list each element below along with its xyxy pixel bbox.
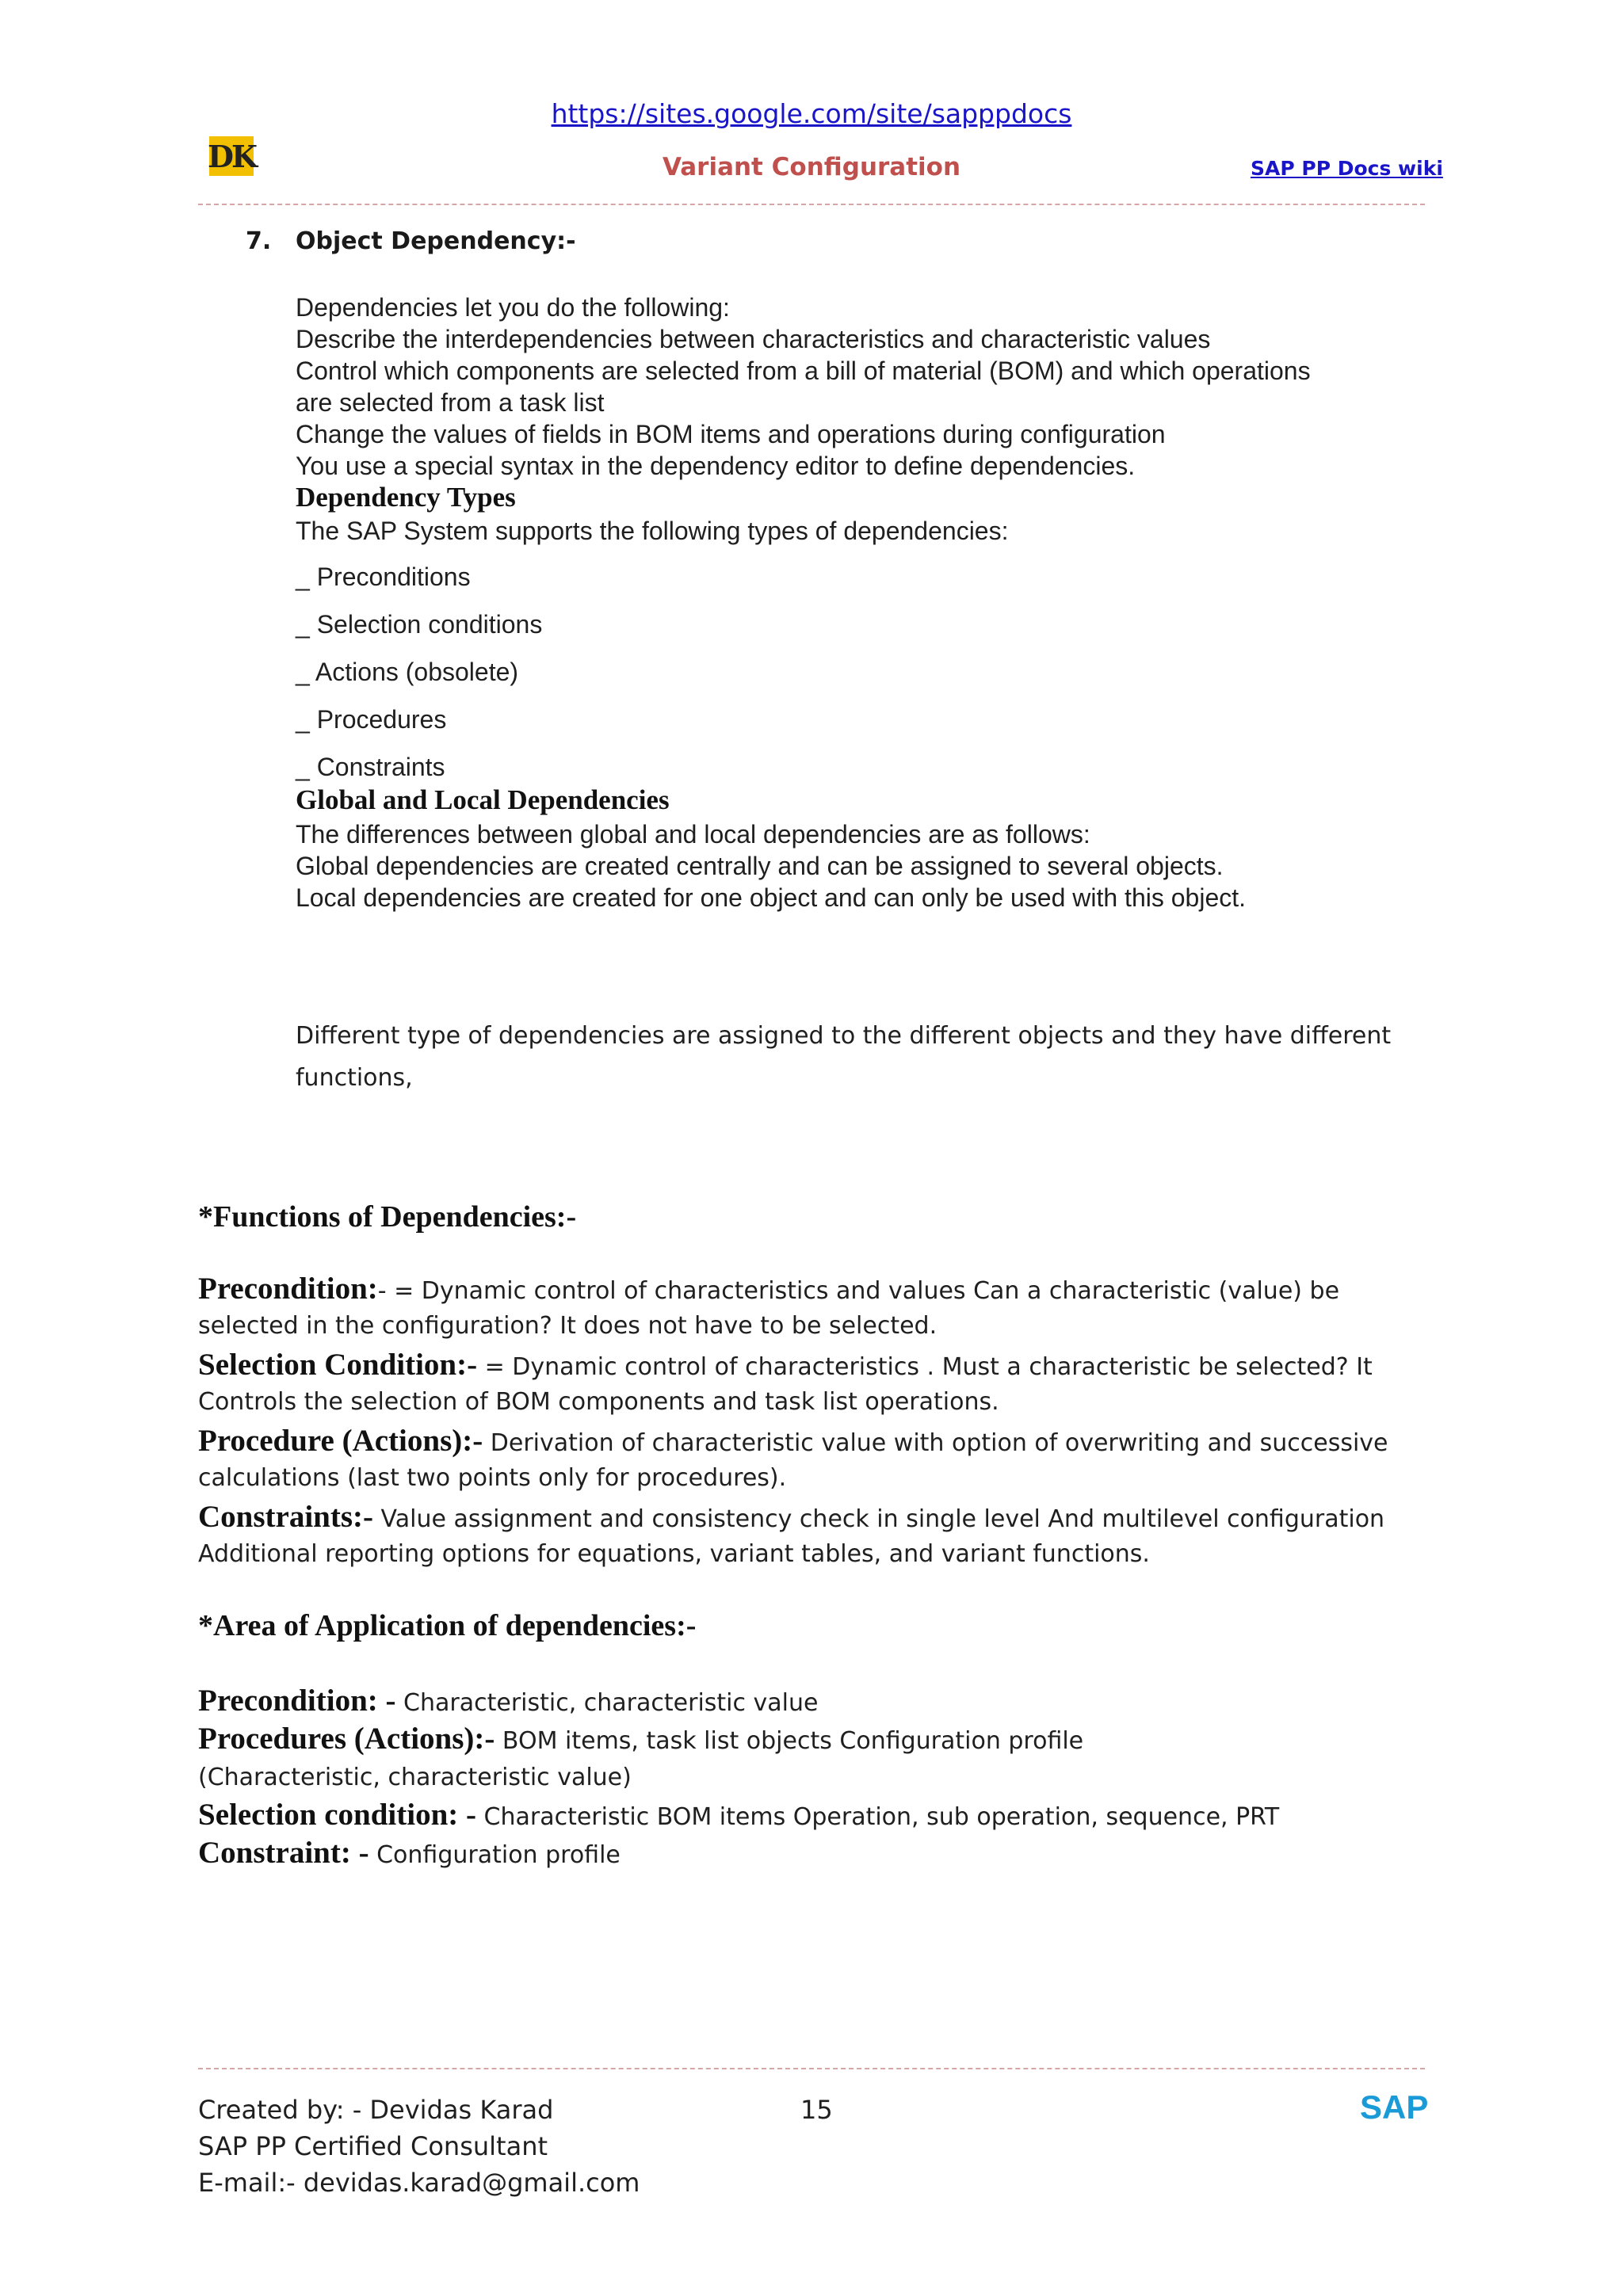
footer-role: SAP PP Certified Consultant (198, 2131, 548, 2161)
function-desc-cont: calculations (last two points only for procedures). (198, 1464, 787, 1492)
dk-logo: DK (209, 136, 254, 176)
function-desc-cont: selected in the configuration? It does not have to be selected. (198, 1312, 938, 1340)
area-term: Procedures (Actions):- (198, 1722, 495, 1756)
area-item-precondition (198, 1683, 818, 1718)
intro-line: Control which components are selected from a bill of material (BOM) and which operations (296, 357, 1311, 385)
dependency-types-intro: The SAP System supports the following types of dependencies: (296, 517, 1009, 545)
dependency-type-item: _ Procedures (296, 705, 447, 734)
function-item-precondition (198, 1271, 1339, 1306)
area-item-constraint (198, 1835, 621, 1871)
intro-line: Describe the interdependencies between characteristics and characteristic values (296, 325, 1211, 353)
dependency-type-item: _ Constraints (296, 753, 445, 781)
function-desc: - = Dynamic control of characteristics and values Can a characteristic (value) be (377, 1277, 1340, 1305)
function-desc: Derivation of characteristic value with option of overwriting and successive (483, 1429, 1388, 1457)
intro-line: are selected from a task list (296, 388, 605, 417)
area-desc: BOM items, task list objects Configuration profile (495, 1727, 1084, 1755)
header-wiki-link[interactable]: SAP PP Docs wiki (1251, 157, 1443, 180)
different-types-line: functions, (296, 1064, 413, 1092)
global-local-line: Local dependencies are created for one object and can only be used with this object. (296, 883, 1247, 912)
area-heading: *Area of Application of dependencies:- (198, 1609, 697, 1642)
function-term: Precondition: (198, 1272, 378, 1306)
dependency-type-item: _ Actions (obsolete) (296, 658, 519, 686)
intro-line: Change the values of fields in BOM items and operations during configuration (296, 420, 1166, 448)
function-term: Procedure (Actions):- (198, 1424, 483, 1458)
area-item-procedures (198, 1721, 1083, 1756)
different-types-line: Different type of dependencies are assigned to the different objects and they have different (296, 1022, 1392, 1050)
section-title: Object Dependency:- (296, 227, 576, 255)
function-term: Selection Condition:- (198, 1348, 478, 1382)
function-term: Constraints:- (198, 1500, 373, 1534)
dependency-types-heading: Dependency Types (296, 482, 516, 513)
footer-sap-logo: SAP (1360, 2088, 1429, 2126)
global-local-line: Global dependencies are created centrally and can be assigned to several objects. (296, 852, 1224, 880)
area-desc: Characteristic, characteristic value (395, 1689, 819, 1717)
area-desc-cont: (Characteristic, characteristic value) (198, 1764, 632, 1791)
area-item-selection-condition (198, 1797, 1279, 1833)
intro-line: You use a special syntax in the dependency editor to define dependencies. (296, 452, 1136, 480)
global-local-heading: Global and Local Dependencies (296, 784, 670, 815)
function-item-selection-condition (198, 1347, 1373, 1383)
area-term: Constraint: - (198, 1836, 369, 1870)
function-desc: Value assignment and consistency check in single level And multilevel configuration (373, 1505, 1385, 1533)
footer-divider (198, 2068, 1425, 2069)
area-desc: Characteristic BOM items Operation, sub operation, sequence, PRT (475, 1803, 1280, 1831)
area-desc: Configuration profile (369, 1841, 621, 1869)
intro-line: Dependencies let you do the following: (296, 293, 730, 322)
function-desc-cont: Additional reporting options for equations, variant tables, and variant functions. (198, 1540, 1150, 1568)
dependency-type-item: _ Selection conditions (296, 610, 543, 639)
area-term: Precondition: - (198, 1684, 396, 1718)
section-number: 7. (246, 227, 272, 255)
header-divider (198, 204, 1425, 205)
area-term: Selection condition: - (198, 1798, 476, 1832)
global-local-line: The differences between global and local dependencies are as follows: (296, 820, 1090, 849)
header-url-link[interactable]: https://sites.google.com/site/sapppdocs (551, 98, 1072, 129)
function-item-constraints (198, 1499, 1384, 1535)
footer-page-number: 15 (800, 2095, 833, 2125)
function-desc: = Dynamic control of characteristics . Must a characteristic be selected? It (477, 1353, 1373, 1381)
function-item-procedure (198, 1423, 1388, 1459)
dependency-type-item: _ Preconditions (296, 563, 471, 591)
footer-email[interactable]: E-mail:- devidas.karad@gmail.com (198, 2168, 640, 2198)
function-desc-cont: Controls the selection of BOM components and task list operations. (198, 1388, 999, 1416)
functions-heading: *Functions of Dependencies:- (198, 1200, 577, 1234)
header-title: Variant Configuration (662, 153, 961, 181)
footer-created-by: Created by: - Devidas Karad (198, 2095, 554, 2125)
